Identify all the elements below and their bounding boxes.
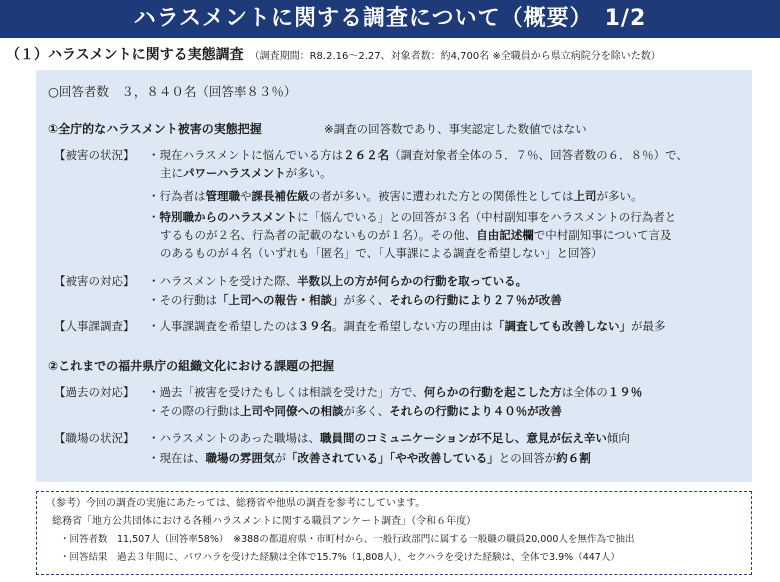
reference-line-3: ・回答者数 11,507人（回答率58%） ※388の都道府県・市町村から、一般行政部門に属する一般職の職員20,000人を無作為で抽出 [60, 534, 635, 545]
hr-investigation-tag: 【人事課調査】 [54, 319, 135, 333]
respondents-summary: ○回答者数 ３，８４０名（回答率８３％） [48, 84, 297, 99]
reference-line-1: （参考）今回の調査の実施にあたっては、総務省や他県の調査を参考にしています。 [46, 498, 426, 509]
past-line-2: ・その際の行動は上司や同僚への相談が多く、それらの行動により４０％が改善 [148, 404, 562, 418]
past-line-1: ・過去「被害を受けたもしくは相談を受けた」方で、何らかの行動を起こした方は全体の１９％ [148, 385, 643, 399]
reference-line-2: 総務省「地方公共団体における各種ハラスメントに関する職員アンケート調査」（令和６年度） [52, 516, 477, 527]
past-response-tag: 【過去の対応】 [54, 385, 135, 399]
damage-line-1: ・現在ハラスメントに悩んでいる方は２６２名（調査対象者全体の５．７％、回答者数の６．８％）で、 [148, 148, 688, 162]
page-title-banner [0, 0, 780, 38]
page-title: ハラスメントに関する調査について（概要） 1/2 [133, 6, 647, 31]
damage-response-tag: 【被害の対応】 [54, 274, 135, 288]
part1-caveat: ※調査の回答数であり、事実認定した数値ではない [324, 122, 587, 136]
section-title: （１）ハラスメントに関する実態調査 [6, 47, 244, 63]
damage-line-5: するものが２名、行為者の記載のないものが１名）。その他、自由記述欄で中村副知事について言及 [160, 228, 672, 242]
workplace-line-2: ・現在は、職場の雰囲気が「改善されている」「やや改善している」との回答が約６割 [148, 451, 591, 465]
damage-status-tag: 【被害の状況】 [54, 148, 135, 162]
section-heading [6, 44, 776, 64]
part2-heading: ②これまでの福井県庁の組織文化における課題の把握 [48, 359, 335, 373]
damage-line-6: のあるものが４名（いずれも「匿名」で、「人事課による調査を希望しない」と回答） [160, 246, 603, 260]
part1-heading: ①全庁的なハラスメント被害の実態把握 [48, 122, 262, 136]
response-line-2: ・その行動は「上司への報告・相談」が多く、それらの行動により２７％が改善 [148, 293, 562, 307]
hr-line-1: ・人事課調査を希望したのは３９名。調査を希望しない方の理由は「調査しても改善しない」が最多 [148, 319, 666, 333]
damage-line-2: 主にパワーハラスメントが多い。 [160, 166, 332, 180]
workplace-line-1: ・ハラスメントのあった職場は、職員間のコミュニケーションが不足し、意見が伝え辛い傾向 [148, 431, 630, 445]
workplace-status-tag: 【職場の状況】 [54, 431, 135, 445]
damage-line-4: ・特別職からのハラスメントに「悩んでいる」との回答が３名（中村副知事をハラスメントの行為者と [148, 210, 677, 224]
response-line-1: ・ハラスメントを受けた際、半数以上の方が何らかの行動を取っている。 [148, 274, 528, 288]
reference-line-4: ・回答結果 過去３年間に、パワハラを受けた経験は全体で15.7%（1,808人）、セクハラを受けた経験は、全体で3.9%（447人） [60, 552, 620, 563]
damage-line-3: ・行為者は管理職や課長補佐級の者が多い。被害に遭われた方との関係性としては上司が多い。 [148, 189, 643, 203]
survey-period-note: （調査期間：R8.2.16～2.27、対象者数：約4,700名 ※全職員から県立病院分を除いた数） [249, 51, 661, 62]
